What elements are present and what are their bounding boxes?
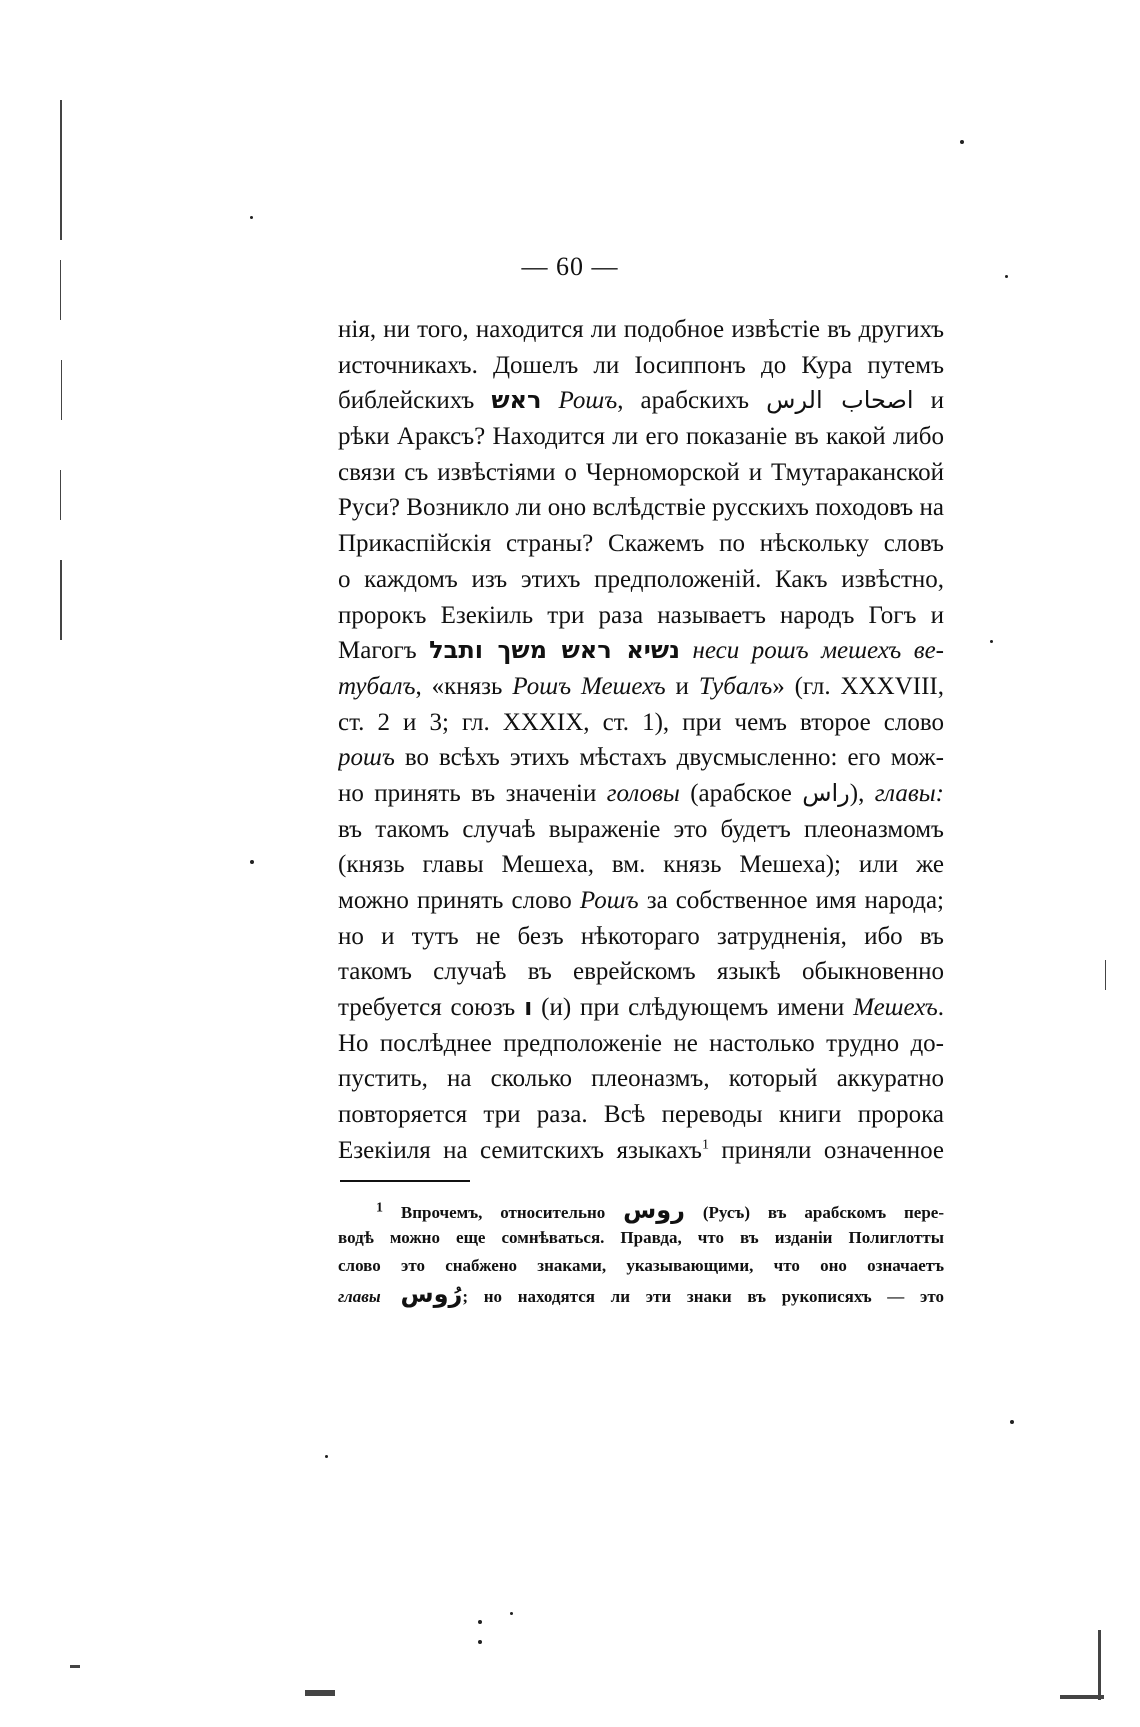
text-line: Руси? Возникло ли оно вслѣдствіе русскихъ походовъ на bbox=[338, 494, 944, 522]
scan-speck bbox=[250, 216, 253, 219]
scan-margin-line bbox=[61, 360, 62, 420]
scan-margin-line bbox=[70, 1665, 80, 1668]
footnote-number: 1 bbox=[376, 1200, 383, 1216]
text-line: такомъ случаѣ въ еврейскомъ языкѣ обыкновенно bbox=[338, 958, 944, 986]
text-line: источникахъ. Дошелъ ли Іосиппонъ до Кура путемъ bbox=[338, 351, 944, 379]
scan-speck bbox=[325, 1455, 328, 1458]
text-line: пророкъ Езекіиль три раза называетъ народъ Гогъ и bbox=[338, 601, 944, 629]
hebrew-word: ראש bbox=[491, 386, 542, 415]
text-line: Езекіиля на семитскихъ языкахъ$^1$ приняли означенное bbox=[338, 1136, 944, 1164]
scan-speck bbox=[990, 640, 993, 643]
text-line: Прикаспійскія страны? Скажемъ по нѣскольку словъ bbox=[338, 530, 944, 558]
arabic-word: رُوس bbox=[380, 1280, 463, 1308]
scan-speck bbox=[1010, 1420, 1014, 1424]
arabic-word: راس bbox=[802, 778, 850, 807]
scan-margin-line bbox=[305, 1690, 335, 1696]
text-line: Магогъ נשיא ראש משך ותבל неси рошъ мешехъ ве- bbox=[338, 636, 944, 665]
text-line: тубалъ, «князь Рошъ Мешехъ и Тубалъ» (гл. XXXVIII, bbox=[338, 672, 944, 700]
main-text bbox=[338, 312, 944, 1169]
footnote-line: главы رُوس; но находятся ли эти знаки въ рукописяхъ — это bbox=[338, 1280, 944, 1308]
footnote-line: $^1$ Впрочемъ, относительно روس (Русъ) въ арабскомъ пере- bbox=[376, 1196, 944, 1224]
scan-speck bbox=[1005, 275, 1008, 278]
text-line: но и тутъ не безъ нѣкотораго затрудненія, ибо въ bbox=[338, 922, 944, 950]
footnote-divider bbox=[340, 1180, 470, 1182]
text-line: связи съ извѣстіями о Черноморской и Тмутараканской bbox=[338, 458, 944, 486]
text-line: нія, ни того, находится ли подобное извѣстіе въ другихъ bbox=[338, 316, 944, 343]
scan-speck bbox=[510, 1612, 513, 1615]
scan-speck bbox=[250, 860, 254, 864]
hebrew-phrase: נשיא ראש משך ותבל bbox=[429, 636, 680, 665]
text-line: пустить, на сколько плеоназмъ, который аккуратно bbox=[338, 1065, 944, 1093]
text-line: библейскихъ ראש Рошъ, арабскихъ اصحاب الرس и bbox=[338, 386, 944, 415]
scan-margin-line bbox=[60, 260, 61, 320]
text-line: о каждомъ изъ этихъ предположеній. Какъ извѣстно, bbox=[338, 565, 944, 593]
text-line: рѣки Араксъ? Находится ли его показаніе въ какой либо bbox=[338, 423, 944, 451]
scan-margin-line bbox=[1105, 960, 1106, 990]
arabic-word: روس bbox=[623, 1196, 685, 1224]
text-line: въ такомъ случаѣ выраженіе это будетъ плеоназмомъ bbox=[338, 815, 944, 843]
scan-speck bbox=[478, 1640, 482, 1644]
scan-margin-line bbox=[60, 100, 62, 240]
text-line: Но послѣднее предположеніе не настолько трудно до- bbox=[338, 1029, 944, 1057]
scan-margin-line bbox=[1060, 1695, 1104, 1699]
page-number: — 60 — bbox=[521, 252, 619, 281]
arabic-word: اصحاب الرس bbox=[766, 386, 914, 415]
text-line: можно принять слово Рошъ за собственное имя народа; bbox=[338, 887, 944, 914]
scan-margin-line bbox=[60, 560, 62, 640]
text-line: ст. 2 и 3; гл. XXXIX, ст. 1), при чемъ второе слово bbox=[338, 708, 944, 736]
text-line: рошъ во всѣхъ этихъ мѣстахъ двусмысленно: его мож- bbox=[338, 744, 944, 772]
footnote-marker: 1 bbox=[701, 1137, 709, 1153]
scan-margin-line bbox=[60, 470, 61, 520]
scan-margin-line bbox=[1098, 1630, 1101, 1700]
hebrew-letter: ו bbox=[524, 993, 533, 1022]
footnote bbox=[338, 1196, 944, 1308]
text-line: но принять въ значеніи головы (арабское راس), главы: bbox=[338, 778, 944, 807]
footnote-line: водѣ можно еще сомнѣваться. Правда, что въ изданіи Полиглотты bbox=[338, 1228, 944, 1247]
scan-speck bbox=[478, 1620, 482, 1624]
text-line: повторяется три раза. Всѣ переводы книги пророка bbox=[338, 1101, 944, 1129]
scan-speck bbox=[960, 140, 964, 144]
footnote-line: слово это снабжено знаками, указывающими, что оно означаетъ bbox=[338, 1256, 944, 1275]
text-line: требуется союзъ ו (и) при слѣдующемъ имени Мешехъ. bbox=[338, 993, 944, 1022]
text-line: (князь главы Мешеха, вм. князь Мешеха); или же bbox=[338, 851, 944, 879]
